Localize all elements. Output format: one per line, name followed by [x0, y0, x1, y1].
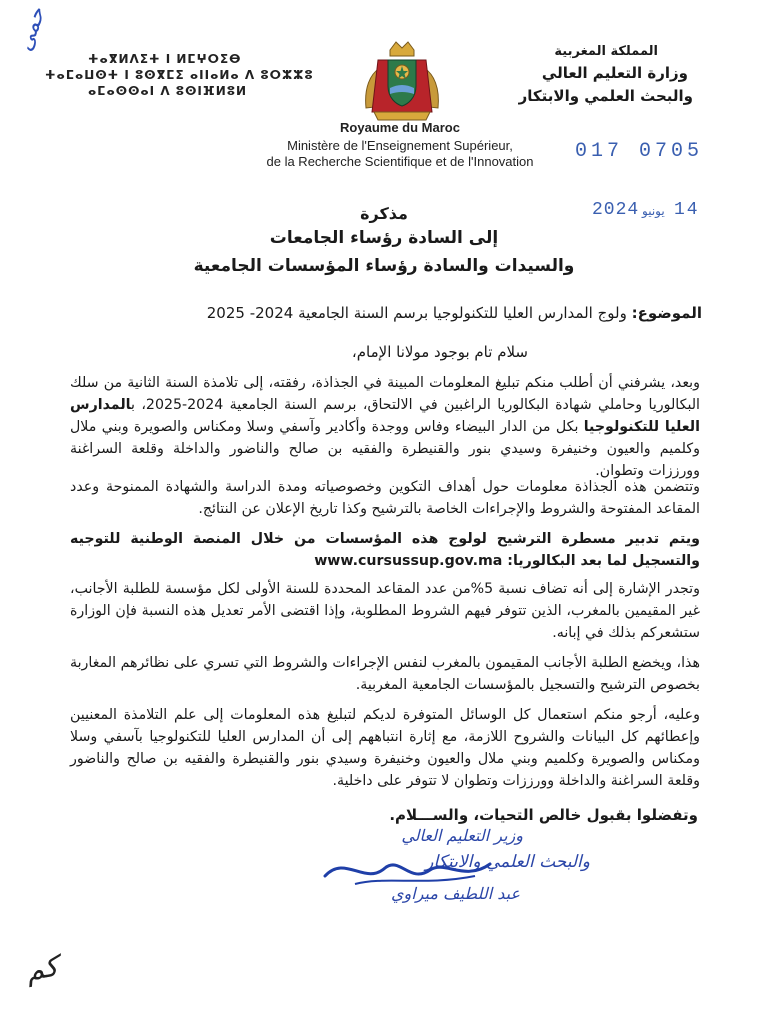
date-stamp-day: 14	[674, 200, 700, 220]
date-stamp-month: يونيو	[642, 204, 665, 218]
header-tifinagh-line-2: ⵜⴰⵎⴰⵡⵙⵜ ⵏ ⵓⵙⴳⵎⵉ ⴰⵏⵏⴰⵍⴰ ⴷ ⵓⵔⵣⵣⵓ	[45, 68, 314, 82]
date-stamp-year: 2024	[592, 200, 640, 220]
paragraph-2	[70, 476, 700, 520]
corner-handwritten-initial: حمى	[12, 4, 51, 55]
coat-of-arms-emblem	[360, 38, 444, 122]
paragraph-1-intro: وبعد، يشرفني أن أطلب منكم تبليغ المعلومات المبينة في الجذاذة، رفقته، إلى تلامذة السنة الثانية من سلك البكالوريا وحاملي شهادة البكالوريا الراغبين في الالتحاق، برسم السنة الجامعية 2024-2025، ب	[70, 375, 700, 413]
subject-line	[207, 304, 702, 322]
paragraph-5-text: هذا، ويخضع الطلبة الأجانب المقيمون بالمغرب لنفس الإجراءات والشروط التي تسري على نظائرهم المغاربة بخصوص الترشيح والتسجيل بالمؤسسات الجامعية المغربية.	[70, 655, 700, 693]
subject-text: ولوج المدارس العليا للتكنولوجيا برسم السنة الجامعية 2024- 2025	[206, 304, 627, 322]
paragraph-3	[70, 528, 700, 572]
header-arabic-line-3: والبحث العلمي والابتكار	[518, 87, 693, 105]
header-french-line-2: Ministère de l'Enseignement Supérieur,	[287, 138, 513, 153]
header-arabic-line-1: المملكة المغربية	[554, 44, 658, 59]
subject-label: الموضوع:	[631, 304, 702, 322]
paragraph-1-emphasis: المدارس العليا للتكنولوجيا	[70, 397, 700, 435]
signature-name: عبد اللطيف ميراوي	[391, 884, 520, 903]
paragraph-1-rest: بكل من الدار البيضاء وفاس ووجدة وأكادير وآسفي وسلا ومكناس والصويرة وبني ملال وكلميم والعيون وخنيفرة وسيدي بنور والقنيطرة والفقيه بن صالح والناضور والداخلة وقلعة السراغنة وورززات وتطوان.	[70, 419, 700, 479]
platform-url-link[interactable]: www.cursussup.gov.ma	[314, 553, 503, 569]
header-tifinagh-line-1: ⵜⴰⴳⵍⴷⵉⵜ ⵏ ⵍⵎⵖⵔⵉⴱ	[88, 52, 242, 66]
paragraph-6	[70, 704, 700, 792]
paragraph-4	[70, 578, 700, 644]
bottom-handwritten-initial: كم	[23, 949, 61, 988]
signature-title-line-2: والبحث العلمي والابتكار	[425, 852, 590, 872]
signature-title-line-1: وزير التعليم العالي	[401, 826, 523, 845]
paragraph-2-text: وتتضمن هذه الجذاذة معلومات حول أهداف التكوين وخصوصياته ومدة الدراسة والشهادة الممنوحة وعدد المقاعد المفتوحة والشروط والإجراءات الخاصة بالترشيح وكذا تاريخ الإعلان عن النتائج.	[70, 479, 700, 517]
greeting: سلام تام بوجود مولانا الإمام،	[351, 343, 528, 361]
paragraph-4-text: وتجدر الإشارة إلى أنه تضاف نسبة 5%من عدد المقاعد المحددة للسنة الأولى لكل مؤسسة للطلبة الأجانب، غير المقيمين بالمغرب، الذين تتوفر فيهم الشروط المطلوبة، وإذا اقتضى الأمر تعديل هذه النسبة فإن الوزارة ستشعركم بذلك في إبانه.	[70, 581, 700, 641]
paragraph-3-text: ويتم تدبير مسطرة الترشيح لولوج هذه المؤسسات من خلال المنصة الوطنية للتوجيه والتسجيل لما بعد البكالوريا:	[70, 531, 700, 569]
paragraph-5	[70, 652, 700, 696]
reference-number-stamp: 017 0705	[575, 140, 704, 163]
paragraph-6-text: وعليه، أرجو منكم استعمال كل الوسائل المتوفرة لديكم لتبليغ هذه المعلومات إلى علم التلامذة المعنيين وإعطائهم كل البيانات والشروح اللازمة، مع إثارة انتباههم إلى أن المدارس العليا للتكنولوجيا بآسفي وسلا ومكناس والصويرة وكلميم وبني ملال والعيون وخنيفرة وسيدي بنور والقنيطرة والفقيه بن صالح والناضور وقلعة السراغنة والداخلة وورززات وتطوان لا تتوفر على داخلية.	[70, 707, 700, 789]
memo-title: مذكرة	[360, 204, 408, 223]
header-french-line-1: Royaume du Maroc	[340, 120, 460, 135]
header-french-line-3: de la Recherche Scientifique et de l'Innovation	[266, 154, 534, 169]
header-tifinagh-line-3: ⴰⵎⴰⵙⵙⴰⵏ ⴷ ⵓⵙⵏⴼⵍⵓⵍ	[88, 84, 248, 98]
paragraph-1	[70, 372, 700, 482]
memo-addressee-line-1: إلى السادة رؤساء الجامعات	[269, 228, 499, 248]
memo-addressee-line-2: والسيدات والسادة رؤساء المؤسسات الجامعية	[193, 256, 575, 276]
closing-line: وتفضلوا بقبول خالص التحيات، والســـلام.	[389, 806, 698, 824]
header-arabic-line-2: وزارة التعليم العالي	[541, 64, 688, 82]
